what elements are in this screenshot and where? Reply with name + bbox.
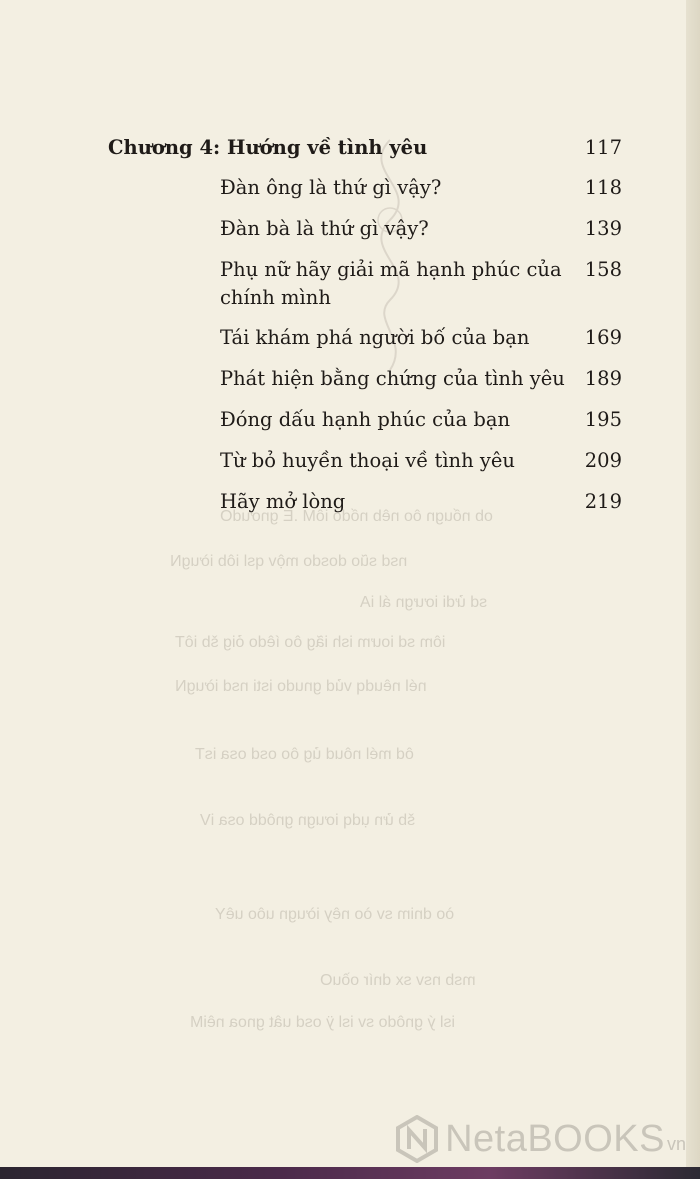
toc-entry-title: Đàn ông là thứ gì vậy?: [220, 176, 442, 199]
book-cover-edge: [0, 1167, 700, 1179]
toc-entry-page: 118: [584, 176, 622, 199]
toc-entry-page: 189: [584, 367, 622, 390]
bleed-through-text: nsd sũo dosdo mộv qsl iôb iờugN: [170, 553, 408, 570]
bleed-through-text: ob nốugn ôo nêb nốdo iôM .E gnơudO: [220, 508, 493, 525]
toc-entry-title: Từ bỏ huyền thoại về tình yêu: [220, 449, 515, 472]
watermark-suffix: vn: [666, 1133, 686, 1154]
toc-entry-title-line1: Phụ nữ hãy giải mã hạnh phúc của: [220, 258, 562, 281]
toc-entry-title: Tái khám phá người bố của bạn: [220, 326, 530, 349]
hexagon-n-logo-icon: [395, 1115, 439, 1163]
bleed-through-text: nél nêudq vủd gnudo isti nsd iờugN: [175, 678, 427, 695]
bleed-through-text: ôd mél nôud ủg ôo osd osa isT: [195, 746, 414, 763]
watermark-logo: [395, 1115, 686, 1163]
toc-entry-page: 209: [584, 449, 622, 472]
bleed-through-text: òo dnim sv òo nêy iờugn uôo uêY: [215, 906, 455, 923]
toc-entry-page: 219: [584, 490, 622, 513]
watermark-brand: NetaBOOKS: [445, 1117, 665, 1160]
page-edge-right: [686, 0, 700, 1179]
toc-entry-title: Đóng dấu hạnh phúc của bạn: [220, 408, 511, 431]
toc-entry-page: 158: [584, 258, 622, 281]
bleed-through-text: isl ý gnôdo sv isl ÿ osd uât gnoa nêiM: [190, 1014, 456, 1031]
chapter-page-number: 117: [584, 136, 622, 159]
toc-entry-title: Phát hiện bằng chứng của tình yêu: [220, 367, 565, 390]
bleed-through-text: sd ửdi iơưgn ál iA: [360, 594, 488, 611]
toc-entry-title: Hãy mở lòng: [220, 490, 346, 513]
bleed-through-text: šb ửn ụdq iơugn gnôdd osa iV: [200, 812, 416, 829]
bleed-through-text: msb nsv sx dnír oồuO: [320, 972, 476, 989]
toc-entry-title: Đàn bà là thứ gì vậy?: [220, 217, 429, 240]
toc-entry-page: 139: [584, 217, 622, 240]
toc-entry-title-line2: chính mình: [220, 286, 331, 309]
bleed-through-text: iôm sd ioưm ish iãg ôo íêdo ỏig šb iôT: [175, 634, 446, 651]
toc-entry-page: 195: [584, 408, 622, 431]
toc-entry-page: 169: [584, 326, 622, 349]
chapter-title: Chương 4: Hướng về tình yêu: [108, 136, 428, 159]
